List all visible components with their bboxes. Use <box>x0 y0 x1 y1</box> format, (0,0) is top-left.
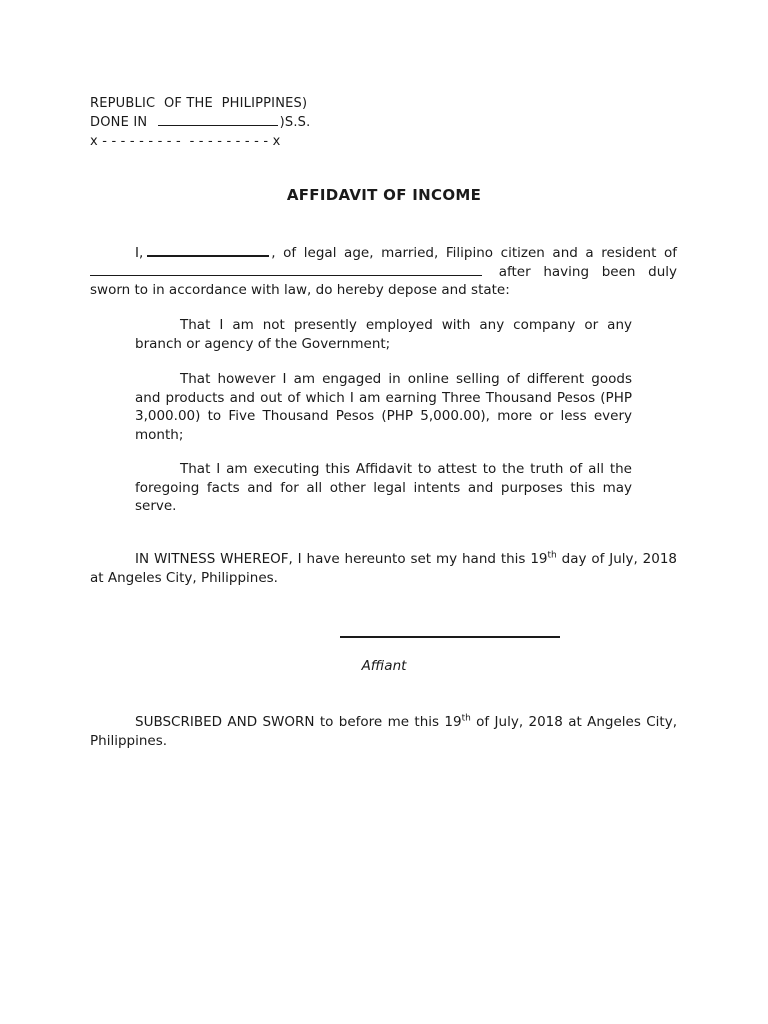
income-paragraph <box>135 370 632 444</box>
jurat-ordinal: th <box>461 713 471 724</box>
purpose-text: That I am executing this Affidavit to attest to the truth of all the foregoing facts and for all other legal intents and purposes this may serve. <box>135 461 632 514</box>
jurat-paragraph <box>90 713 677 750</box>
caption-republic: REPUBLIC OF THE PHILIPPINES) <box>90 96 308 111</box>
purpose-paragraph <box>135 460 632 516</box>
caption-done-in-label: DONE IN <box>90 115 152 130</box>
identity-sworn-text: after having been duly sworn to in accordance with law, do hereby depose and state: <box>90 263 678 298</box>
caption-ss-label: )S.S. <box>279 115 311 130</box>
jurat-text-end: of July, 2018 at Angeles City, Philippines. <box>90 714 677 749</box>
jurat-text: SUBSCRIBED AND SWORN to before me this 19 <box>135 714 462 730</box>
affiant-label: Affiant <box>361 658 407 674</box>
done-in-blank <box>158 113 278 126</box>
employment-paragraph <box>135 316 632 353</box>
witness-text-end: day of July, 2018 at Angeles City, Philippines. <box>90 551 678 586</box>
identity-i: I, <box>135 245 144 261</box>
witness-ordinal: th <box>547 550 557 561</box>
employment-text: That I am not presently employed with any company or any branch or agency of the Government; <box>135 317 632 352</box>
witness-text: IN WITNESS WHEREOF, I have hereunto set my hand this 19 <box>135 551 548 567</box>
document-title: AFFIDAVIT OF INCOME <box>286 186 482 204</box>
income-text: That however I am engaged in online selling of different goods and products and out of which I am earning Three Thousand Pesos (PHP 3,000.00) to Five Thousand Pesos (PHP 5,000.00), more or less every month; <box>135 371 632 443</box>
identity-text: , of legal age, married, Filipino citizen and a resident of <box>271 245 677 261</box>
affiant-name-blank <box>147 243 269 257</box>
signature-line <box>340 636 560 638</box>
affiant-identity-paragraph <box>90 243 677 300</box>
witness-paragraph <box>90 550 677 587</box>
residence-blank <box>90 263 482 276</box>
venue-caption <box>90 94 310 151</box>
caption-done-in <box>90 113 310 132</box>
caption-separator: x - - - - - - - - - - - - - - - - - - x <box>90 134 281 149</box>
